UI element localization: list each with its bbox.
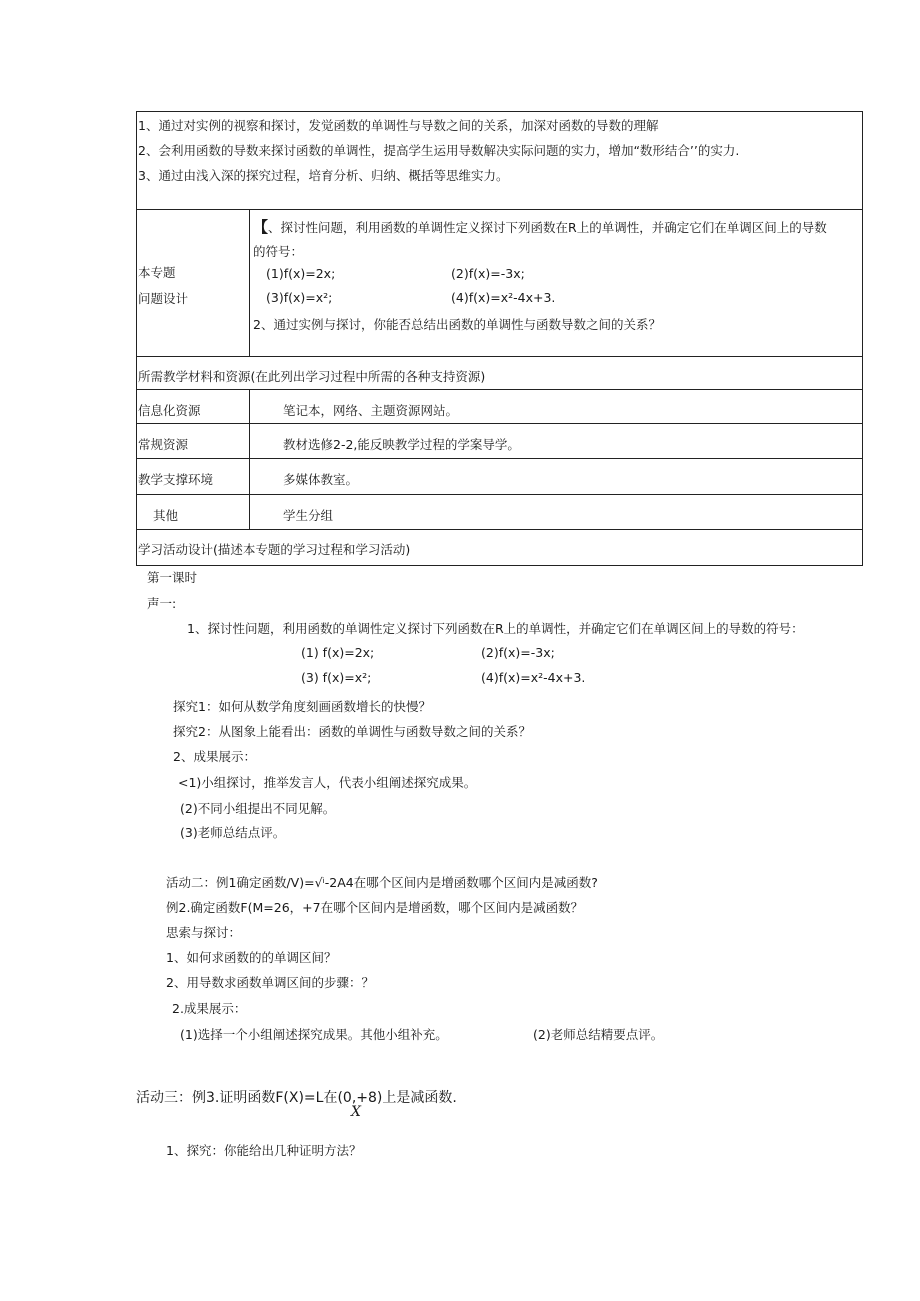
think-item-2: 2、用导数求函数单调区间的步骤：？ xyxy=(166,975,374,990)
function-2: (2)f(x)=-3x; xyxy=(481,645,555,660)
env-value: 多媒体教室。 xyxy=(283,472,359,487)
info-value: 笔记本，网络、主题资源网站。 xyxy=(283,403,459,418)
show-heading-2: 2.成果展示： xyxy=(172,1001,247,1016)
column-divider xyxy=(249,209,250,356)
problem-label-2: 问题设计 xyxy=(138,291,189,306)
objective-2: 2、会利用函数的导数来探讨函数的单调性，提高学生运用导数解决实际问题的实力，增加“数形结合’’的实力. xyxy=(138,143,740,158)
column-divider xyxy=(249,389,250,529)
problem-q2: 2、通过实例与探讨，你能否总结出函数的单调性与函数导数之间的关系？ xyxy=(253,317,661,332)
row-divider xyxy=(137,529,862,530)
env-label: 教学支撑环境 xyxy=(138,472,214,487)
problem-q1 xyxy=(253,216,827,237)
result-item-1: <1)小组探讨，推举发言人，代表小组阐述探究成果。 xyxy=(178,775,477,790)
explore-1: 探究1：如何从数学角度刻画函数增长的快慢？ xyxy=(173,699,431,714)
activity-header: 学习活动设计(描述本专题的学习过程和学习活动) xyxy=(138,542,411,557)
problem-label-1: 本专题 xyxy=(138,265,176,280)
row-divider xyxy=(137,423,862,424)
function-3: (3) f(x)=x²; xyxy=(301,670,372,685)
explore-question-1: 1、探讨性问题，利用函数的单调性定义探讨下列函数在R上的单调性，并确定它们在单调区间上的导数的符号： xyxy=(187,621,804,636)
info-label: 信息化资源 xyxy=(138,403,201,418)
row-divider xyxy=(137,458,862,459)
results-heading: 2、成果展示： xyxy=(173,749,256,764)
show-item-a: (1)选择一个小组阐述探究成果。其他小组补充。 xyxy=(180,1027,448,1042)
other-value: 学生分组 xyxy=(283,508,334,523)
result-item-3: (3)老师总结点评。 xyxy=(180,825,286,840)
activity-2-example-1: 活动二：例1确定函数/V)=√ⁱ-2A4在哪个区间内是增函数哪个区间内是减函数? xyxy=(166,875,598,890)
think-heading: 思索与探讨： xyxy=(166,925,242,940)
show-item-b: (2)老师总结精要点评。 xyxy=(533,1027,664,1042)
function-1: (1) f(x)=2x; xyxy=(301,645,375,660)
row-divider xyxy=(137,356,862,357)
explore-2: 探究2：从图象上能看出：函数的单调性与函数导数之间的关系？ xyxy=(173,724,531,739)
bracket-mark: 【 xyxy=(253,218,269,236)
row-divider xyxy=(137,389,862,390)
other-label: 其他 xyxy=(153,508,179,523)
problem-f2: (2)f(x)=-3x; xyxy=(451,266,525,281)
activity-3: 活动三：例3.证明函数F(X)=L在(0,+8)上是减函数. xyxy=(136,1090,457,1106)
regular-value: 教材选修2-2,能反映教学过程的学案导学。 xyxy=(283,437,520,452)
row-divider xyxy=(137,494,862,495)
problem-q1-text: 、探讨性问题，利用函数的单调性定义探讨下列函数在R上的单调性，并确定它们在单调区间上的导数 xyxy=(268,220,827,235)
activity-2-example-2: 例2.确定函数F(M=26，+7在哪个区间内是增函数，哪个区间内是减函数？ xyxy=(166,900,584,915)
objective-1: 1、通过对实例的视察和探讨，发觉函数的单调性与导数之间的关系，加深对函数的导数的理解 xyxy=(138,118,659,133)
regular-label: 常规资源 xyxy=(138,437,189,452)
problem-f3: (3)f(x)=x²; xyxy=(266,290,333,305)
problem-f1: (1)f(x)=2x; xyxy=(266,266,336,281)
result-item-2: (2)不同小组提出不同见解。 xyxy=(180,801,336,816)
think-item-1: 1、如何求函数的的单调区间？ xyxy=(166,950,337,965)
lesson-title: 第一课时 xyxy=(147,570,198,585)
lesson-plan-table xyxy=(136,111,863,566)
resources-header: 所需教学材料和资源(在此列出学习过程中所需的各种支持资源) xyxy=(138,369,486,384)
fraction-denominator: X xyxy=(351,1104,361,1120)
section-sound-1: 声一: xyxy=(147,596,177,611)
objective-3: 3、通过由浅入深的探究过程，培育分析、归纳、概括等思维实力。 xyxy=(138,168,509,183)
row-divider xyxy=(137,209,862,210)
problem-f4: (4)f(x)=x²-4x+3. xyxy=(451,290,556,305)
explore-3: 1、探究：你能给出几种证明方法？ xyxy=(166,1143,362,1158)
function-4: (4)f(x)=x²-4x+3. xyxy=(481,670,586,685)
problem-q1-line2: 的符号： xyxy=(253,244,304,259)
